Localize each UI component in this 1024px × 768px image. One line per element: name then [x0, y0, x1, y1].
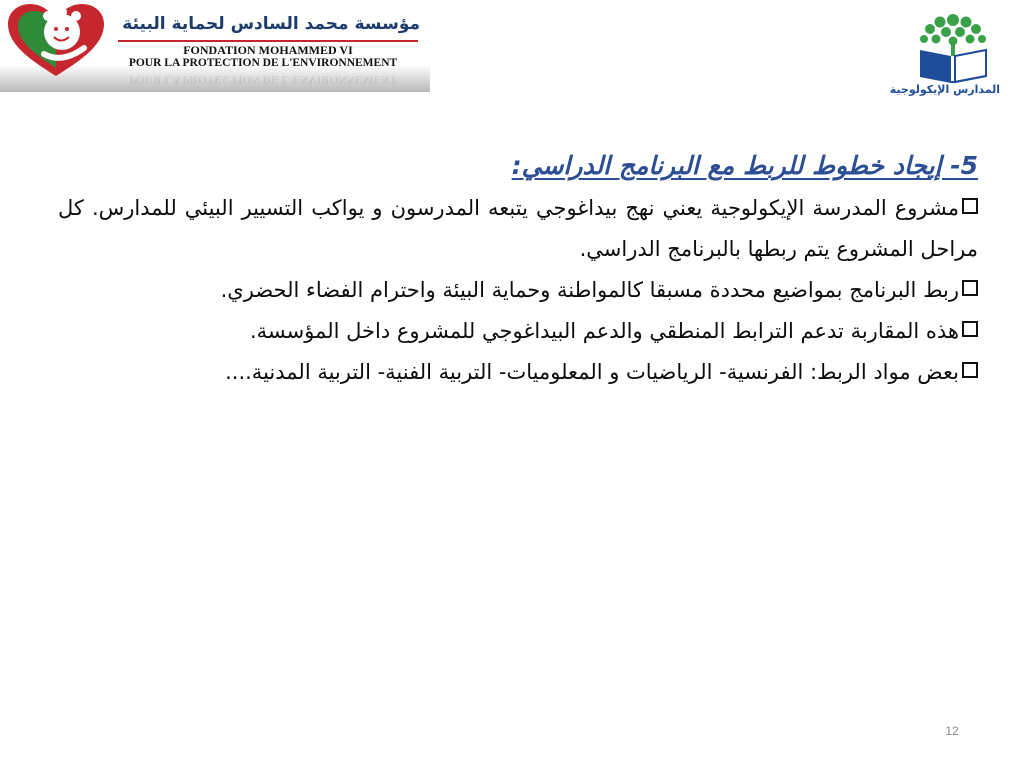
- eco-schools-caption: المدارس الإيكولوجية: [889, 83, 1000, 96]
- slide-heading: 5- إيجاد خطوط للربط مع البرنامج الدراسي:: [511, 151, 978, 180]
- foundation-name-fr-line1: FONDATION MOHAMMED VI: [183, 43, 353, 57]
- logo-reflection: POUR LA PROTECTION DE L'ENVIRONNEMENT: [128, 73, 398, 85]
- checkbox-bullet-icon: [962, 280, 978, 296]
- bullet-paragraph-1: [58, 188, 978, 270]
- bullet-paragraph-4: [58, 352, 978, 393]
- checkbox-bullet-icon: [962, 198, 978, 214]
- paragraph-text: هذه المقاربة تدعم الترابط المنطقي والدعم البيداغوجي للمشروع داخل المؤسسة.: [249, 319, 959, 343]
- paragraph-text: مشروع المدرسة الإيكولوجية يعني نهج بيداغوجي يتبعه المدرسون و يواكب التسيير البيئي للمدارس. كل مراحل المشروع يتم ربطها بالبرنامج الدراسي.: [58, 196, 978, 261]
- heart-child-logo-icon: [4, 2, 108, 78]
- checkbox-bullet-icon: [962, 362, 978, 378]
- paragraph-text: بعض مواد الربط: الفرنسية- الرياضيات و المعلوميات- التربية الفنية- التربية المدنية....: [225, 360, 959, 384]
- paragraph-text: ربط البرنامج بمواضيع محددة مسبقا كالمواطنة وحماية البيئة واحترام الفضاء الحضري.: [220, 278, 959, 302]
- slide-content: [58, 146, 978, 393]
- bullet-paragraph-2: [58, 270, 978, 311]
- logo-divider: [118, 40, 418, 42]
- page-number: 12: [945, 724, 959, 738]
- checkbox-bullet-icon: [962, 321, 978, 337]
- foundation-logo-banner: [0, 0, 430, 92]
- bullet-paragraph-3: [58, 311, 978, 352]
- foundation-name-arabic: مؤسسة محمد السادس لحماية البيئة: [122, 14, 420, 34]
- foundation-name-fr-line2: POUR LA PROTECTION DE L'ENVIRONNEMENT: [128, 57, 398, 69]
